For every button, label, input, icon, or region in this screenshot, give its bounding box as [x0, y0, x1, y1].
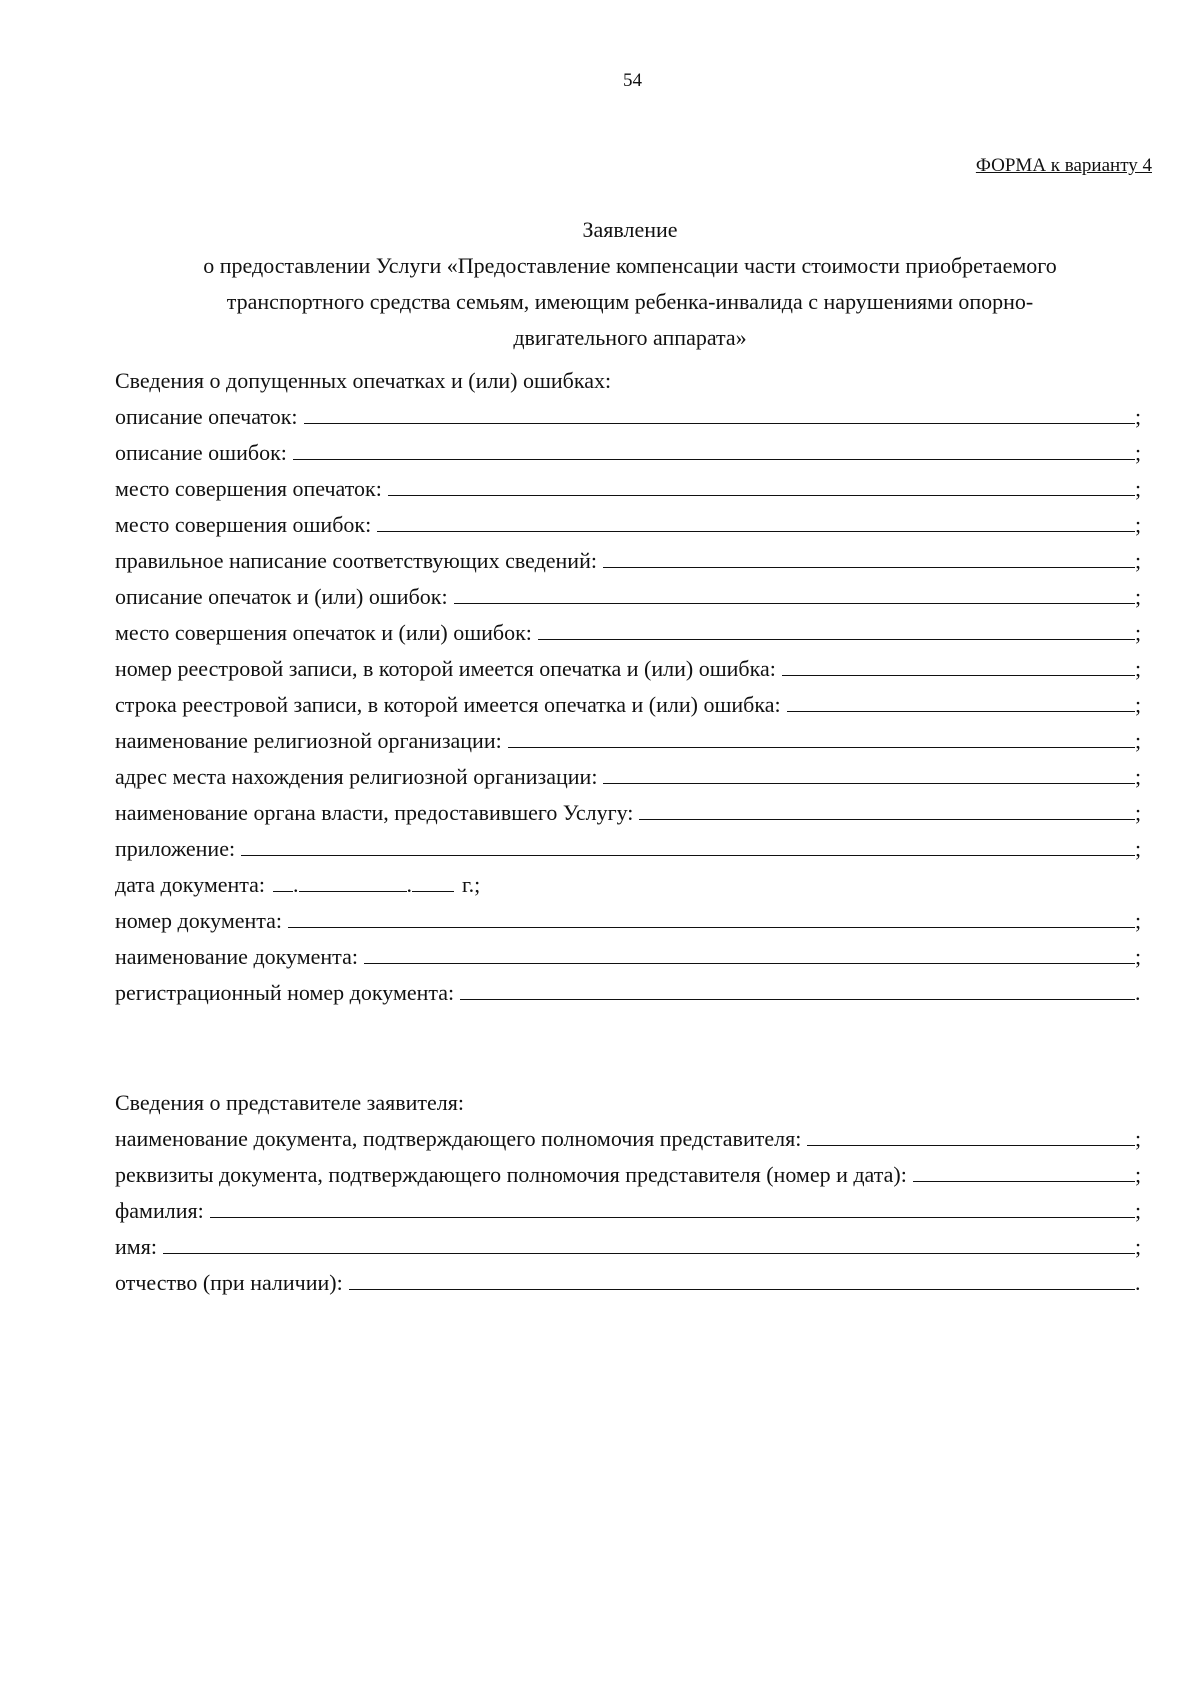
- field-input-line[interactable]: [288, 903, 1135, 928]
- form-field: [115, 1229, 1145, 1265]
- field-label: фамилия:: [115, 1198, 204, 1223]
- date-separator: .: [293, 872, 299, 897]
- field-end-mark: ;: [1135, 404, 1142, 429]
- title-line: транспортного средства семьям, имеющим ребенка-инвалида с нарушениями опорно-: [226, 289, 1034, 314]
- form-field: [115, 471, 1145, 507]
- field-end-mark: ;: [1135, 1162, 1142, 1187]
- field-label: реквизиты документа, подтверждающего полномочия представителя (номер и дата):: [115, 1162, 907, 1187]
- field-input-line[interactable]: [454, 579, 1135, 604]
- form-field: [115, 399, 1145, 435]
- section-heading: Сведения о представителе заявителя:: [115, 1090, 464, 1115]
- field-input-line[interactable]: [210, 1193, 1135, 1218]
- title-line: Заявление: [582, 217, 678, 242]
- form-field: [115, 1193, 1145, 1229]
- date-separator: .: [406, 872, 413, 897]
- field-label: место совершения ошибок:: [115, 512, 372, 537]
- form-field: [115, 615, 1145, 651]
- field-label: отчество (при наличии):: [115, 1270, 343, 1295]
- field-label: место совершения опечаток и (или) ошибок:: [115, 620, 532, 645]
- page-number: 54: [623, 70, 642, 91]
- field-end-mark: ;: [1135, 476, 1142, 501]
- title-line: о предоставлении Услуги «Предоставление компенсации части стоимости приобретаемого: [203, 253, 1057, 278]
- form-field: [115, 543, 1145, 579]
- field-end-mark: ;: [1135, 908, 1142, 933]
- field-label: строка реестровой записи, в которой имеется опечатка и (или) ошибка:: [115, 692, 781, 717]
- form-field: [115, 687, 1145, 723]
- field-end-mark: ;: [1135, 1126, 1142, 1151]
- field-end-mark: ;: [1135, 584, 1142, 609]
- field-label: описание ошибок:: [115, 440, 287, 465]
- field-end-mark: ;: [1135, 512, 1142, 537]
- form-field: [115, 759, 1145, 795]
- field-end-mark: ;: [1135, 440, 1142, 465]
- field-input-line[interactable]: [603, 543, 1135, 568]
- field-input-line[interactable]: [639, 795, 1135, 820]
- field-end-mark: ;: [1135, 656, 1142, 681]
- form-field: [115, 975, 1145, 1011]
- field-label: наименование документа:: [115, 944, 358, 969]
- section-heading: Сведения о допущенных опечатках и (или) ошибках:: [115, 368, 612, 393]
- form-field: [115, 831, 1145, 867]
- date-month-line[interactable]: [299, 867, 407, 892]
- field-label: имя:: [115, 1234, 157, 1259]
- field-end-mark: ;: [1135, 836, 1142, 861]
- date-year-line[interactable]: [412, 867, 454, 892]
- representative-section: [115, 1085, 1145, 1301]
- field-input-line[interactable]: [388, 471, 1135, 496]
- date-suffix: г.;: [462, 872, 481, 897]
- field-input-line[interactable]: [364, 939, 1135, 964]
- field-end-mark: .: [1135, 1270, 1141, 1295]
- field-end-mark: ;: [1135, 728, 1142, 753]
- form-reference: ФОРМА к варианту 4: [975, 155, 1152, 176]
- field-input-line[interactable]: [807, 1121, 1135, 1146]
- field-label: номер реестровой записи, в которой имеется опечатка и (или) ошибка:: [115, 656, 776, 681]
- field-input-line[interactable]: [603, 759, 1135, 784]
- field-end-mark: ;: [1135, 548, 1142, 573]
- field-label: наименование органа власти, предоставившего Услугу:: [115, 800, 634, 825]
- field-end-mark: ;: [1135, 800, 1142, 825]
- form-field: [115, 939, 1145, 975]
- form-field: [115, 435, 1145, 471]
- field-label: номер документа:: [115, 908, 283, 933]
- field-label: правильное написание соответствующих сведений:: [115, 548, 597, 573]
- form-field: [115, 723, 1145, 759]
- field-label: приложение:: [115, 836, 236, 861]
- form-field: [115, 1265, 1145, 1301]
- field-end-mark: ;: [1135, 764, 1142, 789]
- field-label: место совершения опечаток:: [115, 476, 382, 501]
- field-input-line[interactable]: [241, 831, 1135, 856]
- form-field: [115, 1121, 1145, 1157]
- field-label: дата документа:: [115, 872, 266, 897]
- form-field: [115, 1157, 1145, 1193]
- document-title: [115, 212, 1145, 356]
- title-line: двигательного аппарата»: [513, 325, 747, 350]
- form-field: [115, 795, 1145, 831]
- field-input-line[interactable]: [460, 975, 1135, 1000]
- field-end-mark: ;: [1135, 620, 1142, 645]
- field-input-line[interactable]: [304, 399, 1135, 424]
- field-input-line[interactable]: [163, 1229, 1135, 1254]
- field-input-line[interactable]: [913, 1157, 1135, 1182]
- errors-section: [115, 363, 1145, 1011]
- field-label: описание опечаток:: [115, 404, 298, 429]
- form-field: [115, 651, 1145, 687]
- field-label: адрес места нахождения религиозной организации:: [115, 764, 598, 789]
- field-input-line[interactable]: [538, 615, 1135, 640]
- field-input-line[interactable]: [377, 507, 1135, 532]
- date-day-line[interactable]: [273, 867, 293, 892]
- form-field: [115, 507, 1145, 543]
- field-label: описание опечаток и (или) ошибок:: [115, 584, 448, 609]
- field-input-line[interactable]: [508, 723, 1135, 748]
- field-input-line[interactable]: [787, 687, 1135, 712]
- field-end-mark: ;: [1135, 1234, 1142, 1259]
- field-input-line[interactable]: [293, 435, 1135, 460]
- field-end-mark: ;: [1135, 1198, 1142, 1223]
- field-input-line[interactable]: [349, 1265, 1135, 1290]
- form-field: [115, 903, 1145, 939]
- field-input-line[interactable]: [782, 651, 1135, 676]
- form-field: [115, 579, 1145, 615]
- field-end-mark: ;: [1135, 692, 1142, 717]
- field-label: наименование документа, подтверждающего полномочия представителя:: [115, 1126, 802, 1151]
- field-end-mark: .: [1135, 980, 1141, 1005]
- field-label: регистрационный номер документа:: [115, 980, 455, 1005]
- field-label: наименование религиозной организации:: [115, 728, 502, 753]
- date-field: [115, 867, 1145, 903]
- field-end-mark: ;: [1135, 944, 1142, 969]
